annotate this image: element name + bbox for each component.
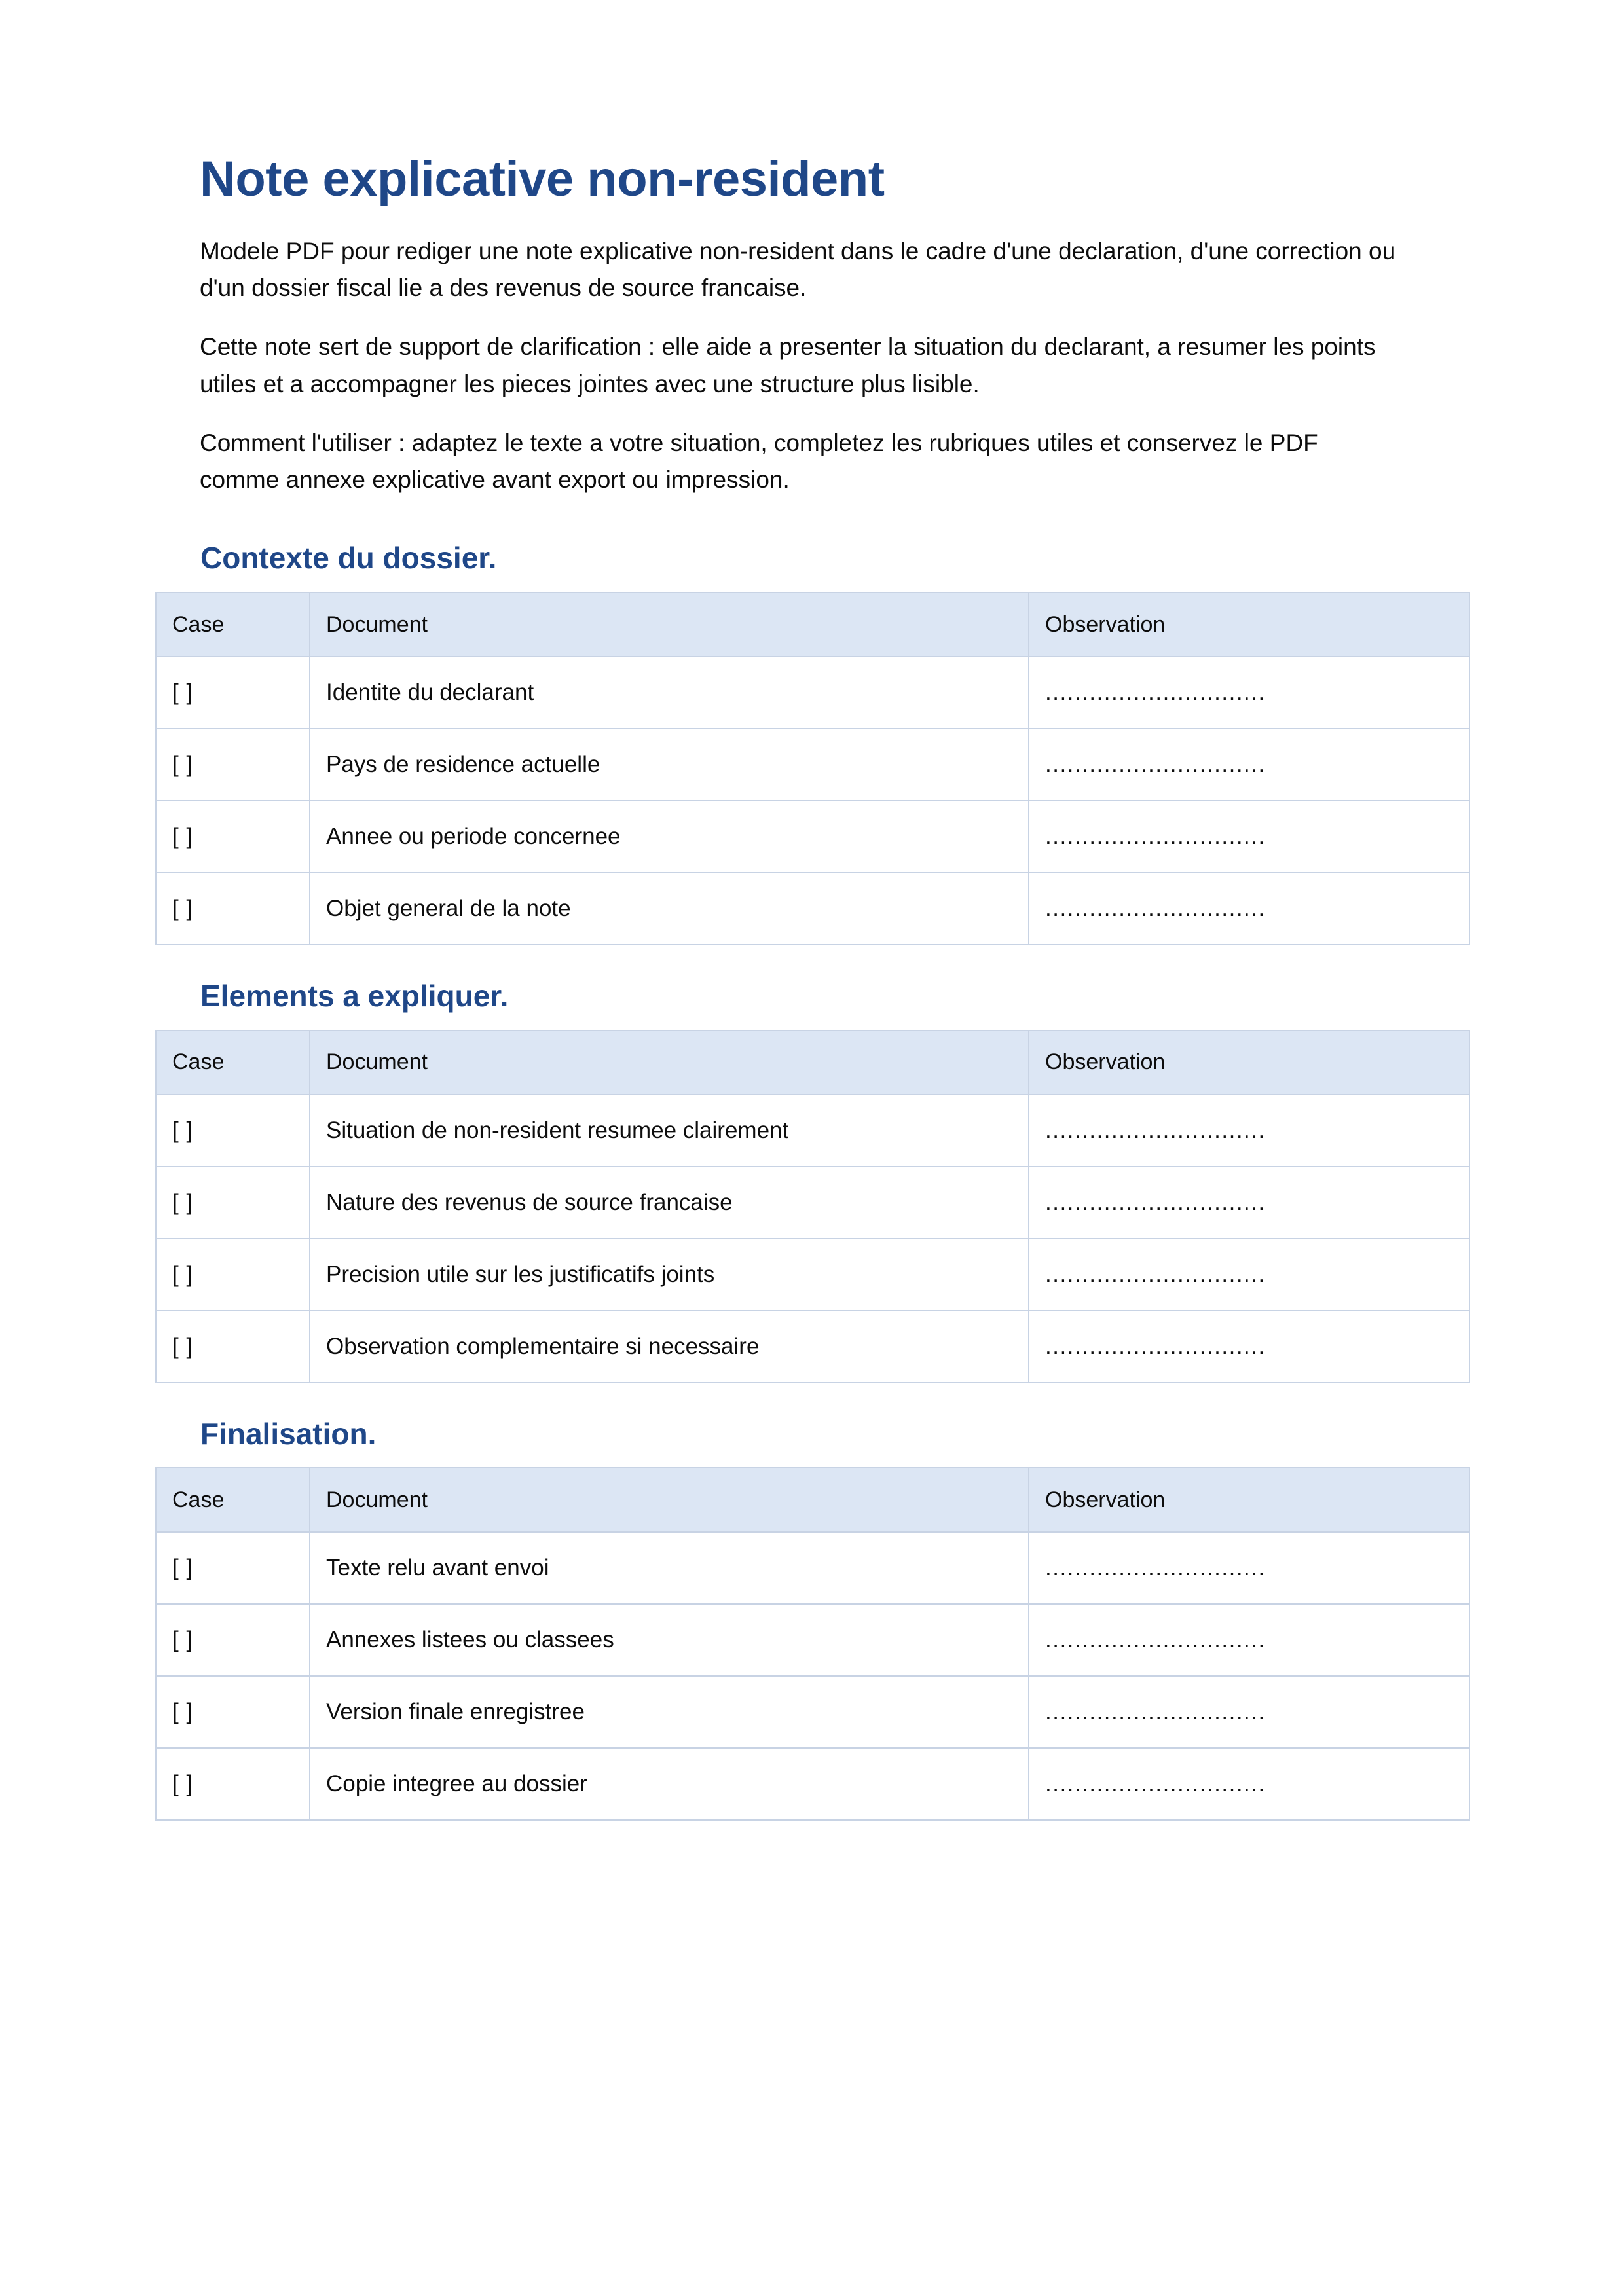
checkbox-cell[interactable]: [ ] [156, 1167, 310, 1239]
section-elements-a-expliquer [172, 979, 1470, 1383]
table-row [156, 801, 1469, 873]
section-finalisation [172, 1416, 1470, 1821]
table-header-row [156, 592, 1469, 657]
column-header-case: Case [156, 1468, 310, 1532]
checkbox-cell[interactable]: [ ] [156, 1095, 310, 1167]
column-header-case: Case [156, 592, 310, 657]
checkbox-cell[interactable]: [ ] [156, 873, 310, 945]
table-row [156, 729, 1469, 801]
document-cell: Pays de residence actuelle [310, 729, 1029, 801]
checkbox-cell[interactable]: [ ] [156, 657, 310, 729]
document-cell: Objet general de la note [310, 873, 1029, 945]
document-cell: Nature des revenus de source francaise [310, 1167, 1029, 1239]
document-cell: Annexes listees ou classees [310, 1604, 1029, 1676]
checkbox-cell[interactable]: [ ] [156, 1239, 310, 1311]
column-header-observation: Observation [1029, 1030, 1469, 1095]
table-row [156, 1239, 1469, 1311]
document-cell: Texte relu avant envoi [310, 1532, 1029, 1604]
table-row [156, 873, 1469, 945]
document-content [172, 151, 1470, 1855]
column-header-observation: Observation [1029, 592, 1469, 657]
observation-cell[interactable]: .............................. [1029, 801, 1469, 873]
table-row [156, 1748, 1469, 1820]
observation-cell[interactable]: .............................. [1029, 873, 1469, 945]
checklist-table [155, 1467, 1470, 1821]
checkbox-cell[interactable]: [ ] [156, 729, 310, 801]
document-cell: Copie integree au dossier [310, 1748, 1029, 1820]
observation-cell[interactable]: .............................. [1029, 1167, 1469, 1239]
table-row [156, 1311, 1469, 1383]
table-row [156, 1095, 1469, 1167]
checklist-table [155, 1030, 1470, 1383]
checkbox-cell[interactable]: [ ] [156, 1532, 310, 1604]
intro-paragraph-1: Modele PDF pour rediger une note explicative non-resident dans le cadre d'une declaration, d'une correction ou d'un dossier fiscal lie a des revenus de source francaise. [200, 238, 1396, 302]
observation-cell[interactable]: .............................. [1029, 1532, 1469, 1604]
checkbox-cell[interactable]: [ ] [156, 1604, 310, 1676]
checkbox-cell[interactable]: [ ] [156, 1676, 310, 1748]
column-header-observation: Observation [1029, 1468, 1469, 1532]
table-header-row [156, 1030, 1469, 1095]
document-cell: Situation de non-resident resumee clairement [310, 1095, 1029, 1167]
section-contexte-du-dossier [172, 541, 1470, 945]
checkbox-cell[interactable]: [ ] [156, 801, 310, 873]
intro-block [200, 233, 1470, 498]
section-heading: Finalisation. [200, 1416, 377, 1451]
observation-cell[interactable]: .............................. [1029, 1676, 1469, 1748]
document-cell: Identite du declarant [310, 657, 1029, 729]
intro-paragraph-3: Comment l'utiliser : adaptez le texte a votre situation, completez les rubriques utiles et conservez le PDF comme annexe explicative avant export ou impression. [200, 429, 1318, 494]
column-header-document: Document [310, 592, 1029, 657]
observation-cell[interactable]: .............................. [1029, 1239, 1469, 1311]
table-header-row [156, 1468, 1469, 1532]
observation-cell[interactable]: .............................. [1029, 729, 1469, 801]
observation-cell[interactable]: .............................. [1029, 1095, 1469, 1167]
page-title: Note explicative non-resident [200, 151, 885, 207]
document-cell: Precision utile sur les justificatifs joints [310, 1239, 1029, 1311]
column-header-document: Document [310, 1030, 1029, 1095]
observation-cell[interactable]: .............................. [1029, 1748, 1469, 1820]
document-cell: Observation complementaire si necessaire [310, 1311, 1029, 1383]
table-row [156, 657, 1469, 729]
intro-paragraph-2: Cette note sert de support de clarification : elle aide a presenter la situation du declarant, a resumer les points utiles et a accompagner les pieces jointes avec une structure plus lisible. [200, 333, 1376, 397]
section-heading: Contexte du dossier. [200, 541, 497, 575]
document-cell: Version finale enregistree [310, 1676, 1029, 1748]
table-row [156, 1532, 1469, 1604]
observation-cell[interactable]: .............................. [1029, 1311, 1469, 1383]
document-cell: Annee ou periode concernee [310, 801, 1029, 873]
observation-cell[interactable]: .............................. [1029, 657, 1469, 729]
section-heading: Elements a expliquer. [200, 979, 509, 1013]
checklist-table [155, 592, 1470, 945]
column-header-document: Document [310, 1468, 1029, 1532]
checkbox-cell[interactable]: [ ] [156, 1748, 310, 1820]
checkbox-cell[interactable]: [ ] [156, 1311, 310, 1383]
column-header-case: Case [156, 1030, 310, 1095]
table-row [156, 1604, 1469, 1676]
table-row [156, 1676, 1469, 1748]
observation-cell[interactable]: .............................. [1029, 1604, 1469, 1676]
table-row [156, 1167, 1469, 1239]
